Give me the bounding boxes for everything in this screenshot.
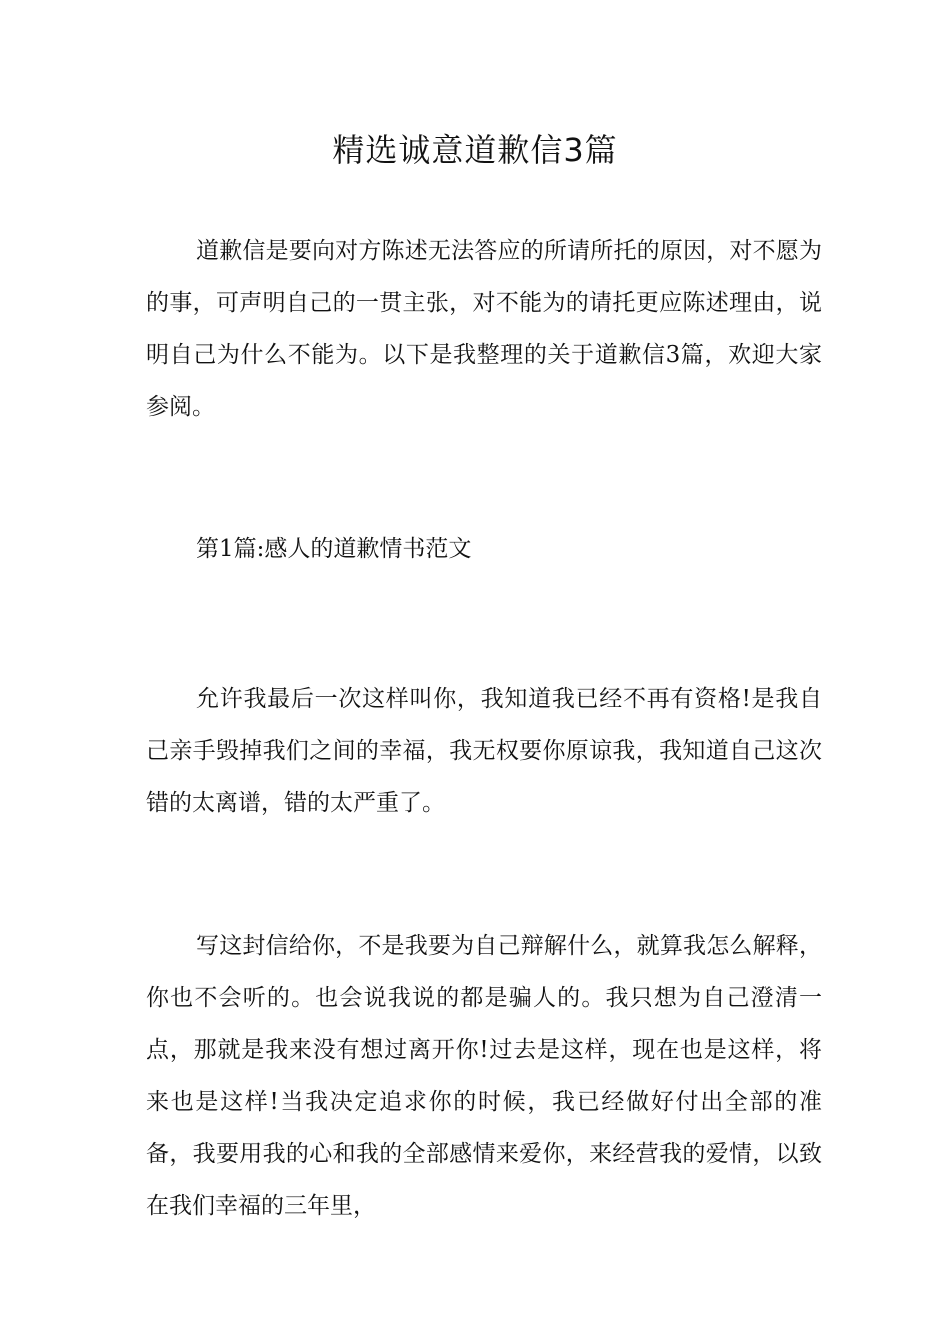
body-paragraph: 允许我最后一次这样叫你，我知道我已经不再有资格!是我自己亲手毁掉我们之间的幸福，我无权要你原谅我，我知道自己这次错的太离谱，错的太严重了。 xyxy=(146,686,822,816)
intro-paragraph: 道歉信是要向对方陈述无法答应的所请所托的原因，对不愿为的事，可声明自己的一贯主张，对不能为的请托更应陈述理由，说明自己为什么不能为。以下是我整理的关于道歉信3篇，欢迎大家参阅。 xyxy=(146,238,822,420)
section-heading: 第1篇:感人的道歉情书范文 xyxy=(196,536,472,562)
document-title: 精选诚意道歉信3篇 xyxy=(332,131,618,169)
body-paragraph: 写这封信给你，不是我要为自己辩解什么，就算我怎么解释，你也不会听的。也会说我说的都是骗人的。我只想为自己澄清一点，那就是我来没有想过离开你!过去是这样，现在也是这样，将来也是这样!当我决定追求你的时候，我已经做好付出全部的准备，我要用我的心和我的全部感情来爱你，来经营我的爱情，以致在我们幸福的三年里， xyxy=(146,933,822,1219)
